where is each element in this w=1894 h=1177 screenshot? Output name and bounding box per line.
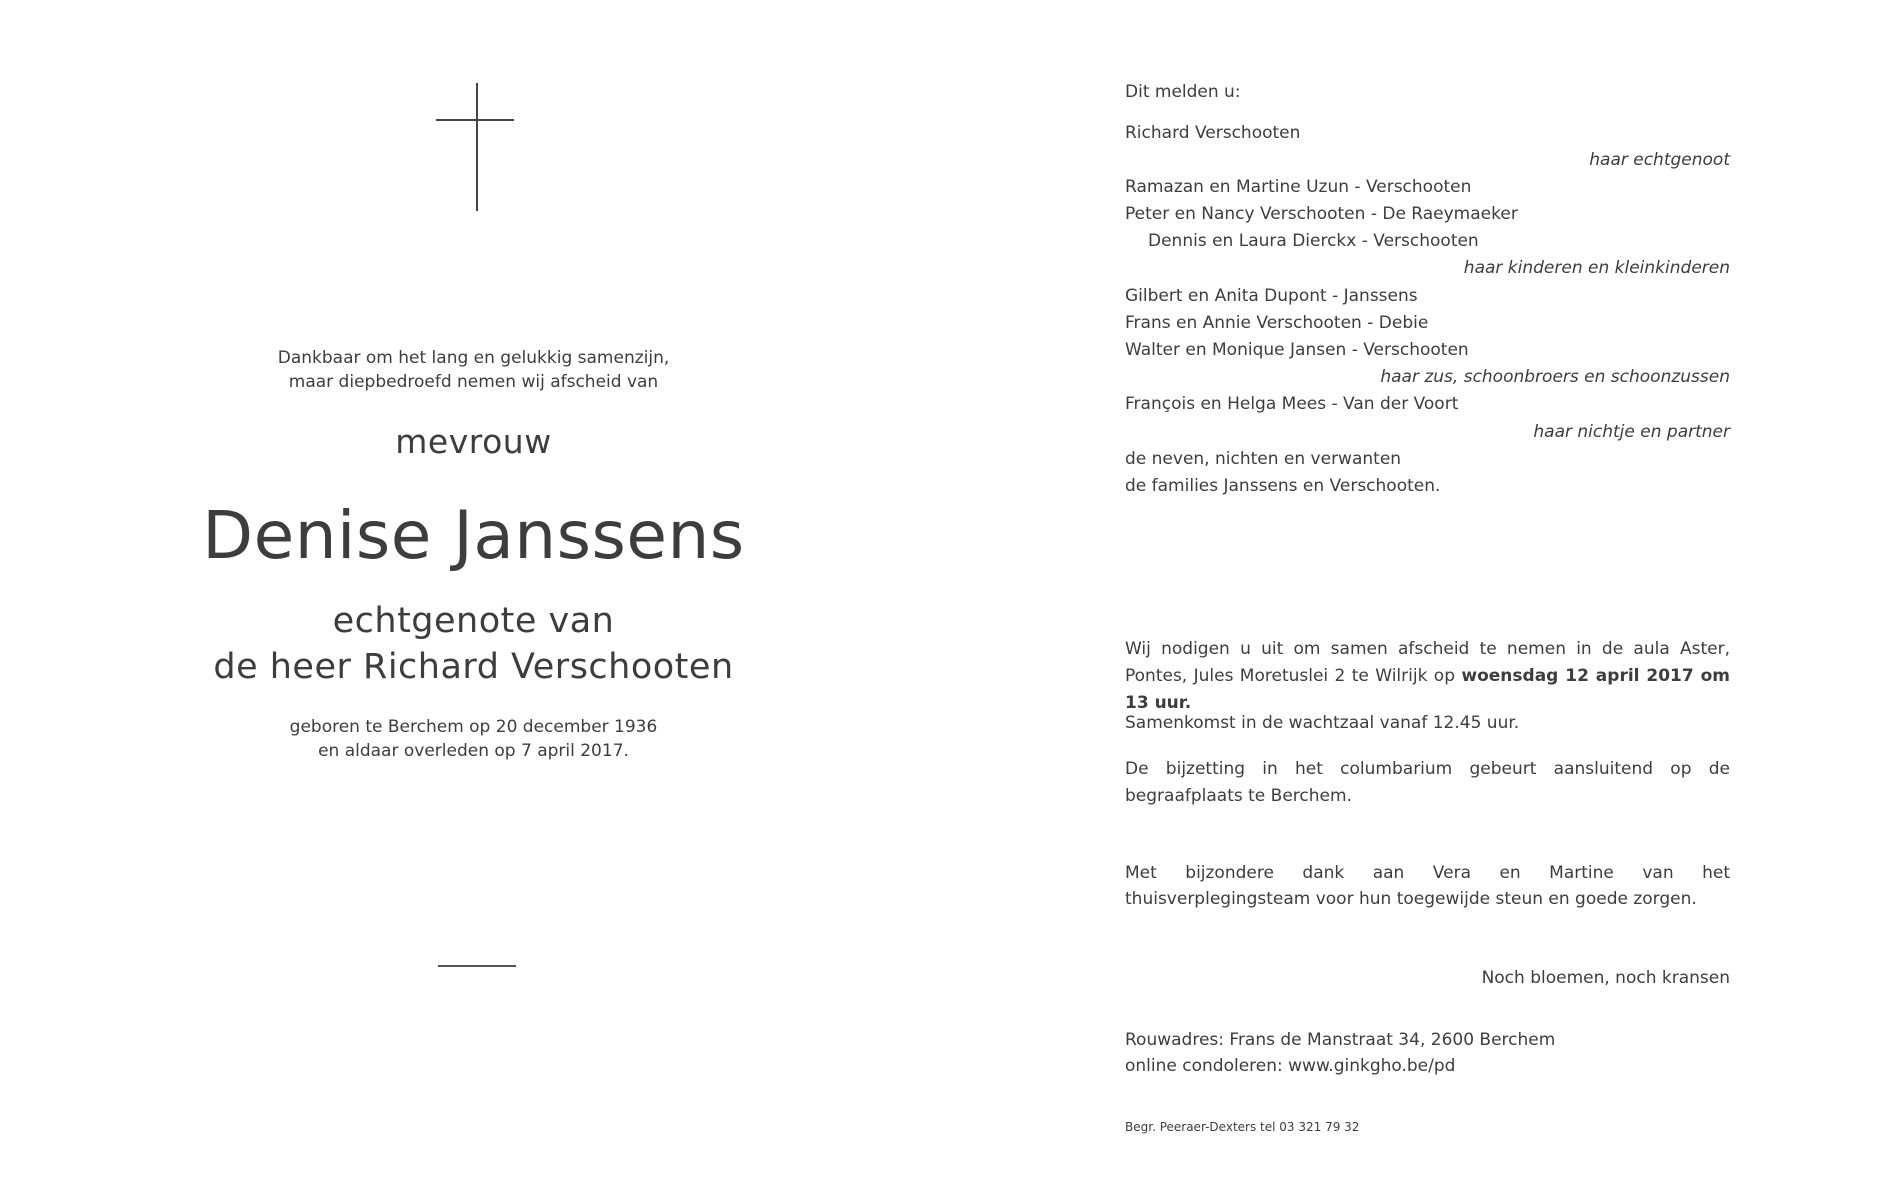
spouse-text: [0, 598, 947, 690]
no-flowers-text: Noch bloemen, noch kransen: [1481, 968, 1730, 988]
family-line: Frans en Annie Verschooten - Debie: [1125, 313, 1429, 333]
mourning-address: Rouwadres: Frans de Manstraat 34, 2600 Berchem: [1125, 1030, 1556, 1050]
intro-line-2: maar diepbedroefd nemen wij afscheid van: [288, 372, 659, 392]
family-line: Gilbert en Anita Dupont - Janssens: [1125, 286, 1418, 306]
cross-icon: [436, 83, 516, 213]
intro-line-1: Dankbaar om het lang en gelukkig samenzijn,: [277, 348, 670, 368]
announcement: Dit melden u:: [1125, 82, 1241, 102]
salutation: mevrouw: [395, 422, 552, 461]
deceased-name: Denise Janssens: [202, 497, 745, 574]
online-condolences: [1125, 1054, 1730, 1078]
family-line: Richard Verschooten: [1125, 123, 1301, 143]
family-line: Peter en Nancy Verschooten - De Raeymaeker: [1125, 204, 1518, 224]
life-dates: [0, 715, 947, 763]
burial-text: De bijzetting in het columbarium gebeurt aansluitend op de begraafplaats te Berchem.: [1125, 759, 1730, 806]
invitation-paragraph: [1125, 636, 1730, 717]
invitation-text: Wij nodigen u uit om samen afscheid te nemen in de aula Aster, Pontes, Jules Moretuslei 2 te Wilrijk op: [1125, 639, 1730, 686]
right-page: [1125, 0, 1730, 1177]
undertaker-info: Begr. Peeraer-Dexters tel 03 321 79 32: [1125, 1120, 1360, 1134]
relation-label: haar echtgenoot: [1589, 150, 1730, 170]
family-line: Dennis en Laura Dierckx - Verschooten: [1148, 231, 1479, 251]
divider-line: [438, 965, 516, 967]
relation-label: haar kinderen en kleinkinderen: [1463, 258, 1730, 278]
gathering-text: Samenkomst in de wachtzaal vanaf 12.45 uur.: [1125, 713, 1520, 733]
family-line: Ramazan en Martine Uzun - Verschooten: [1125, 177, 1472, 197]
thanks-text: Met bijzondere dank aan Vera en Martine van het thuisverplegingsteam voor hun toegewijde steun en goede zorgen.: [1125, 863, 1730, 909]
family-line: de neven, nichten en verwanten: [1125, 449, 1402, 469]
birth-line: geboren te Berchem op 20 december 1936: [289, 717, 658, 737]
online-condolences-link[interactable]: online condoleren: www.ginkgho.be/pd: [1125, 1056, 1456, 1076]
spouse-line-1: echtgenote van: [332, 601, 615, 641]
spouse-line-2: de heer Richard Verschooten: [213, 647, 734, 687]
intro-text: [0, 346, 947, 394]
family-line: François en Helga Mees - Van der Voort: [1125, 394, 1459, 414]
invitation-date: woensdag 12 april 2017 om 13 uur.: [1125, 666, 1730, 713]
death-line: en aldaar overleden op 7 april 2017.: [318, 741, 629, 761]
family-line: de families Janssens en Verschooten.: [1125, 476, 1441, 496]
relation-label: haar nichtje en partner: [1533, 422, 1730, 442]
relation-label: haar zus, schoonbroers en schoonzussen: [1380, 367, 1730, 387]
family-line: Walter en Monique Jansen - Verschooten: [1125, 340, 1469, 360]
